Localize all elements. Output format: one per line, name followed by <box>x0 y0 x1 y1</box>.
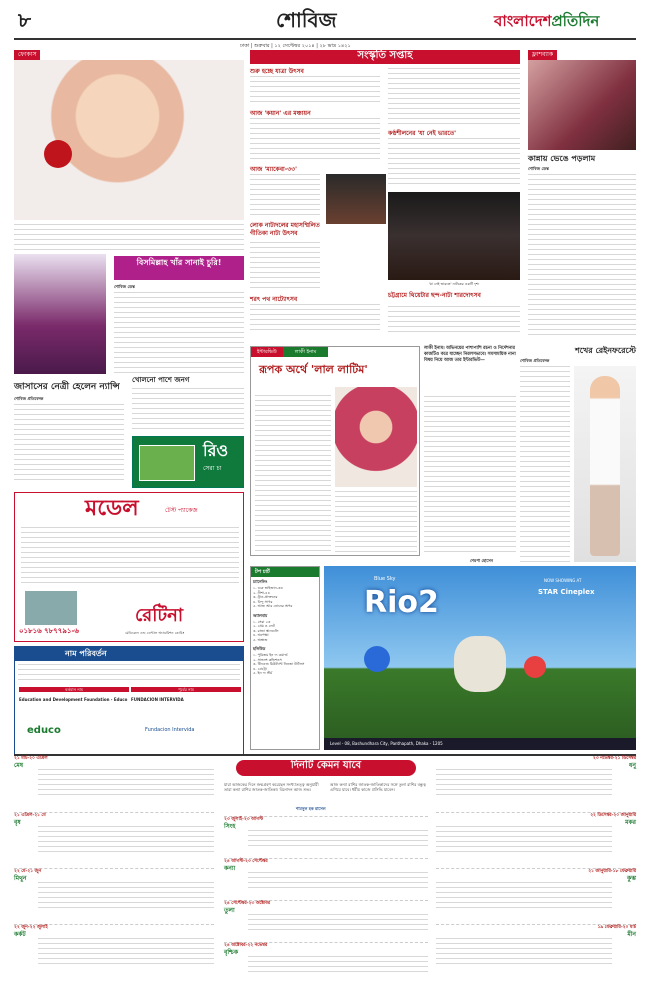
monroe-photo <box>14 60 244 220</box>
tea-brand: রিও <box>203 441 229 460</box>
culture-text-2 <box>250 118 380 162</box>
astrologer: শামসুল হক রাসেল <box>296 806 326 811</box>
zodiac-cell <box>436 756 636 808</box>
zodiac-range: ২২ মে-২১ জুন <box>14 869 42 874</box>
channel-item: ৪. বিন্দু সাগর <box>253 599 273 604</box>
tea-ad <box>132 436 244 488</box>
name-change-box <box>14 646 244 756</box>
model-sub: টেস্ট প্যাকেজ <box>165 507 198 514</box>
retina-brand: রেটিনা <box>135 605 184 626</box>
rio2-ad <box>324 566 636 750</box>
zodiac-sign: তুলা <box>224 906 235 914</box>
rio2-now-showing: NOW SHOWING AT <box>544 578 582 583</box>
zodiac-range: ২৪ অক্টোবর-২২ নভেম্বর <box>224 943 268 948</box>
name-change-text <box>18 664 240 680</box>
rainforest-byline: শোবিজ প্রতিবেদক <box>520 358 550 363</box>
culture-h1: শুরু হচ্ছে যাত্রা উৎসব <box>250 68 304 75</box>
zodiac-cell <box>14 868 214 920</box>
top-chart-section <box>250 566 320 750</box>
top-chart-heading: টপ চার্ট <box>251 567 319 577</box>
interview-pullquote: লাকী ইনাম। অভিনয়ের পাশাপাশি রচনা ও নির্দেশনার কাজটিও করে যাচ্ছেন নিরলসভাবে। সমসাময়িক নানা বিষয় নিয়ে আজ তার ইন্টারভিউ— <box>424 346 516 363</box>
zodiac-cell <box>436 868 636 920</box>
apple-icon <box>44 140 72 168</box>
flashback-tag: ফ্লাশব্যাক <box>528 50 557 60</box>
zodiac-text <box>436 938 612 966</box>
channel-label: চ্যানেলিং <box>253 579 268 585</box>
zodiac-sign: মীন <box>627 930 636 938</box>
bismillah-byline: শোবিজ ডেস্ক <box>114 284 135 289</box>
culture-h5: শরৎ পথ নাট্যোৎসব <box>250 296 298 303</box>
jasas-byline: শোবিজ প্রতিবেদক <box>14 396 44 401</box>
section-title: শোবিজ <box>276 8 337 32</box>
film-item: ৫. ইন দ্য স্টর্ম <box>253 671 273 676</box>
interview-label-bar <box>251 347 419 357</box>
zodiac-text <box>436 826 612 854</box>
zodiac-cell <box>436 812 636 864</box>
rio2-title: Rio2 <box>364 585 439 620</box>
film-item: ১. পুরিজম ইন দ্য ওয়ার্ল্ড <box>253 653 288 658</box>
monroe-text <box>14 224 244 250</box>
play-photo-caption: 'যা নেই ভারতে' নাটকের একটি দৃশ্য <box>428 282 480 286</box>
zodiac-text <box>248 872 428 890</box>
zodiac-sign: কন্যা <box>224 864 236 872</box>
culture-text-8 <box>388 306 520 336</box>
zodiac-text <box>436 882 612 910</box>
interview-byline: শেরপা হোসেন <box>470 558 493 563</box>
rio2-cinema: STAR Cineplex <box>538 588 595 596</box>
film-item: ৪. গ্রেট্রো <box>253 666 267 671</box>
culture-h6: কণ্ঠশীলনের 'যা নেই ভারতে' <box>388 130 457 137</box>
horoscope-intro-left: যারা আজকের দিনে জন্মগ্রহণ করেছেন সংখ্যাতত্ত্ব অনুযায়ী তারা কন্যা রাশির জাতক-জাতিকা। বিনোদন আজ শুভ। <box>224 782 319 792</box>
zodiac-range: ২১ মার্চ-২০ এপ্রিল <box>14 756 48 761</box>
zodiac-sign: কুম্ভ <box>627 874 636 882</box>
culture-text-1 <box>250 76 380 106</box>
zodiac-range: ২২ ডিসেম্বর-২০ জানুয়ারি <box>590 813 636 818</box>
culture-h7: চট্টগ্রামে থিয়েটার ছন্দ-নাট্য শারদোৎসব <box>388 292 481 299</box>
album-label: অ্যালবাম <box>253 612 268 618</box>
zodiac-range: ২৩ জুলাই-২৩ আগস্ট <box>224 817 264 822</box>
culture-text-5 <box>250 304 380 334</box>
zodiac-text <box>38 938 214 966</box>
zodiac-range: ২২ জুন-২২ জুলাই <box>14 925 48 930</box>
zodiac-sign: ধনু <box>629 761 636 769</box>
name-change-heading: নাম পরিবর্তন <box>15 647 243 661</box>
zodiac-sign: বৃশ্চিক <box>224 948 239 956</box>
culture-heading: সংস্কৃতি সপ্তাহ <box>250 50 520 64</box>
bird-icon <box>364 646 390 672</box>
zodiac-range: ২১ জানুয়ারি-১৮ ফেব্রুয়ারি <box>588 869 636 874</box>
channel-item: ৫. আজ আর নোনের অপর <box>253 604 293 609</box>
zodiac-cell <box>224 858 428 896</box>
zodiac-text <box>38 769 214 797</box>
model-test-ad <box>14 492 244 642</box>
interview-text-right <box>335 491 417 553</box>
bird-icon <box>524 656 546 678</box>
film-item: ২. সাভ্যন্স কন্ডিশনস <box>253 657 282 662</box>
rainforest-text <box>520 366 570 562</box>
culture-text-6 <box>388 68 520 128</box>
horoscope-intro-right: আজ কন্যা রাশির জাতক-জাতিকাদের সঙ্গে তুলা রাশির বন্ধুত্ব এগিয়ে যাবে। ধর্মীয় কাজে প্রসিদ্ধি যাবেন। <box>330 782 426 792</box>
zodiac-cell <box>14 756 214 808</box>
horoscope-section <box>14 754 636 976</box>
rainforest-photo <box>574 366 636 562</box>
flashback-byline: শোবিজ ডেস্ক <box>528 166 549 171</box>
culture-h3: আজ 'ম্যাকেবা-৩৩' <box>250 166 297 173</box>
retina-sub: মেডিকেল এন্ড ডেন্টাল অ্যাডমিশন কোচিং <box>125 631 185 635</box>
channel-item: ৩. ট্রান-প্রাক্তনের <box>253 595 278 600</box>
retina-phone: ০১৮১৬ ৭৮৭৭৯১-৬ <box>19 627 79 635</box>
zodiac-range: ২১ এপ্রিল-২১ মে <box>14 813 46 818</box>
bismillah-text <box>114 292 244 374</box>
zodiac-text <box>248 914 428 932</box>
new-name: FUNDACION INTERVIDA <box>131 697 184 702</box>
tea-sub: সেরা চা <box>203 465 222 472</box>
play-photo <box>388 192 520 280</box>
rainforest-section <box>520 346 636 564</box>
culture-text-3 <box>250 174 320 218</box>
album-item: ২. প্রেম ও লেট <box>253 624 275 629</box>
album-item: ১. সেরা ২৩ <box>253 619 271 624</box>
page-number: ৮ <box>18 8 31 32</box>
channel-item: ২. নীশা-৪৪ <box>253 590 270 595</box>
interview-text-col3 <box>424 396 516 556</box>
rio2-footer: Level - 08, Bashundhara City, Panthapath, Dhaka - 1205 <box>324 738 636 750</box>
horoscope-title: দিনটি কেমন যাবে <box>236 760 416 776</box>
zodiac-text <box>436 769 612 797</box>
culture-h4: লোক নাট্যদলের মহাসম্মিলিত গীতিকা নাট্য উৎসব <box>250 222 320 237</box>
hot-topic-heading: খোলনো পাশে জনগ <box>132 376 190 384</box>
model-figure <box>590 376 620 556</box>
old-name: Education and Development Foundation - Educo <box>19 697 128 702</box>
dateline: ঢাকা | শুক্রবার | ১২ সেপ্টেম্বর ২০১৪ | ২৮ ভাদ্র ১৪২১ <box>240 43 351 49</box>
flashback-heading: কান্নায় ভেঙে পড়লাম <box>528 154 596 163</box>
flashback-photo <box>528 60 636 150</box>
zodiac-text <box>248 956 428 972</box>
film-label: হলিউড <box>253 646 266 652</box>
zodiac-sign: বৃষ <box>14 818 21 826</box>
zodiac-sign: মিথুন <box>14 874 27 882</box>
album-item: ৫. অশ্রুজ <box>253 637 268 642</box>
album-item: ৩. রাজা স্থানগুলি <box>253 628 279 633</box>
interview-section <box>250 346 420 556</box>
zodiac-text <box>38 882 214 910</box>
zodiac-sign: মকর <box>625 818 636 826</box>
zodiac-text <box>38 826 214 854</box>
model-students-photo <box>25 591 77 625</box>
new-name-label: পূর্বের নাম <box>131 687 241 692</box>
zodiac-sign: মেষ <box>14 761 24 769</box>
old-name-label: বর্তমান নাম <box>19 687 129 692</box>
jasas-text <box>14 404 124 484</box>
interview-text-left <box>255 395 331 553</box>
interview-label: ইন্টারভিউ <box>251 347 283 357</box>
paper-name-part-1: বাংলাদেশ <box>494 12 552 30</box>
fashion-tag: ফোকাস <box>14 50 40 60</box>
zodiac-range: ২৪ সেপ্টেম্বর-২৩ অক্টোবর <box>224 901 271 906</box>
jasas-heading: জাসাসের নেত্রী হেলেন ন্যান্সি <box>14 382 120 392</box>
drama-photo <box>326 174 386 224</box>
zodiac-range: ২৪ আগস্ট-২৩ সেপ্টেম্বর <box>224 859 268 864</box>
zodiac-cell <box>224 942 428 978</box>
intervida-logo: Fundacion Intervida <box>145 727 195 733</box>
flashback-text <box>528 174 636 338</box>
zodiac-text <box>248 830 428 848</box>
zodiac-cell <box>14 924 214 976</box>
paper-name <box>494 12 599 31</box>
bulldog-icon <box>454 636 506 692</box>
zodiac-cell <box>224 900 428 938</box>
zodiac-cell <box>436 924 636 976</box>
zodiac-range: ১৯ ফেব্রুয়ারি-২০ মার্চ <box>597 925 636 930</box>
tea-pack-icon <box>139 445 195 481</box>
zodiac-sign: কর্কট <box>14 930 26 938</box>
bismillah-heading: বিসমিল্লাহ খাঁর সানাই চুরি! <box>114 256 244 280</box>
zodiac-sign: সিংহ <box>224 822 236 830</box>
model-text <box>21 527 239 587</box>
album-item: ৪. অপেক্ষা <box>253 633 269 638</box>
zodiac-cell <box>224 816 428 854</box>
bismillah-photo <box>14 254 106 374</box>
interview-heading: রূপক অর্থে 'লাল লাটিম' <box>259 363 368 377</box>
masthead <box>14 6 636 40</box>
rainforest-heading: শখের রেইনফরেস্টে <box>575 346 636 355</box>
rio2-small-title: Blue Sky <box>374 576 396 582</box>
zodiac-cell <box>14 812 214 864</box>
hot-topic-text <box>132 388 244 432</box>
culture-text-4 <box>250 242 320 292</box>
culture-text-7 <box>388 138 520 188</box>
zodiac-range: ২৩ নভেম্বর-২১ ডিসেম্বর <box>592 756 636 761</box>
culture-section <box>250 50 520 340</box>
interview-person: লাকী ইনাম <box>283 347 329 357</box>
interview-photo <box>335 387 417 487</box>
educo-logo: educo <box>27 725 61 736</box>
film-item: ৩. টিনএজ মিউট্যান্ট নিনজা টার্টলস <box>253 662 305 667</box>
model-title: মডেল <box>85 496 139 521</box>
paper-name-part-2: প্রতিদিন <box>551 12 600 30</box>
flashback-section <box>528 50 636 340</box>
channel-item: ১. গুরু ভাইজান-৩৩ <box>253 586 283 591</box>
culture-h2: আজ 'কয়ান' এর মঞ্চায়ন <box>250 110 311 117</box>
